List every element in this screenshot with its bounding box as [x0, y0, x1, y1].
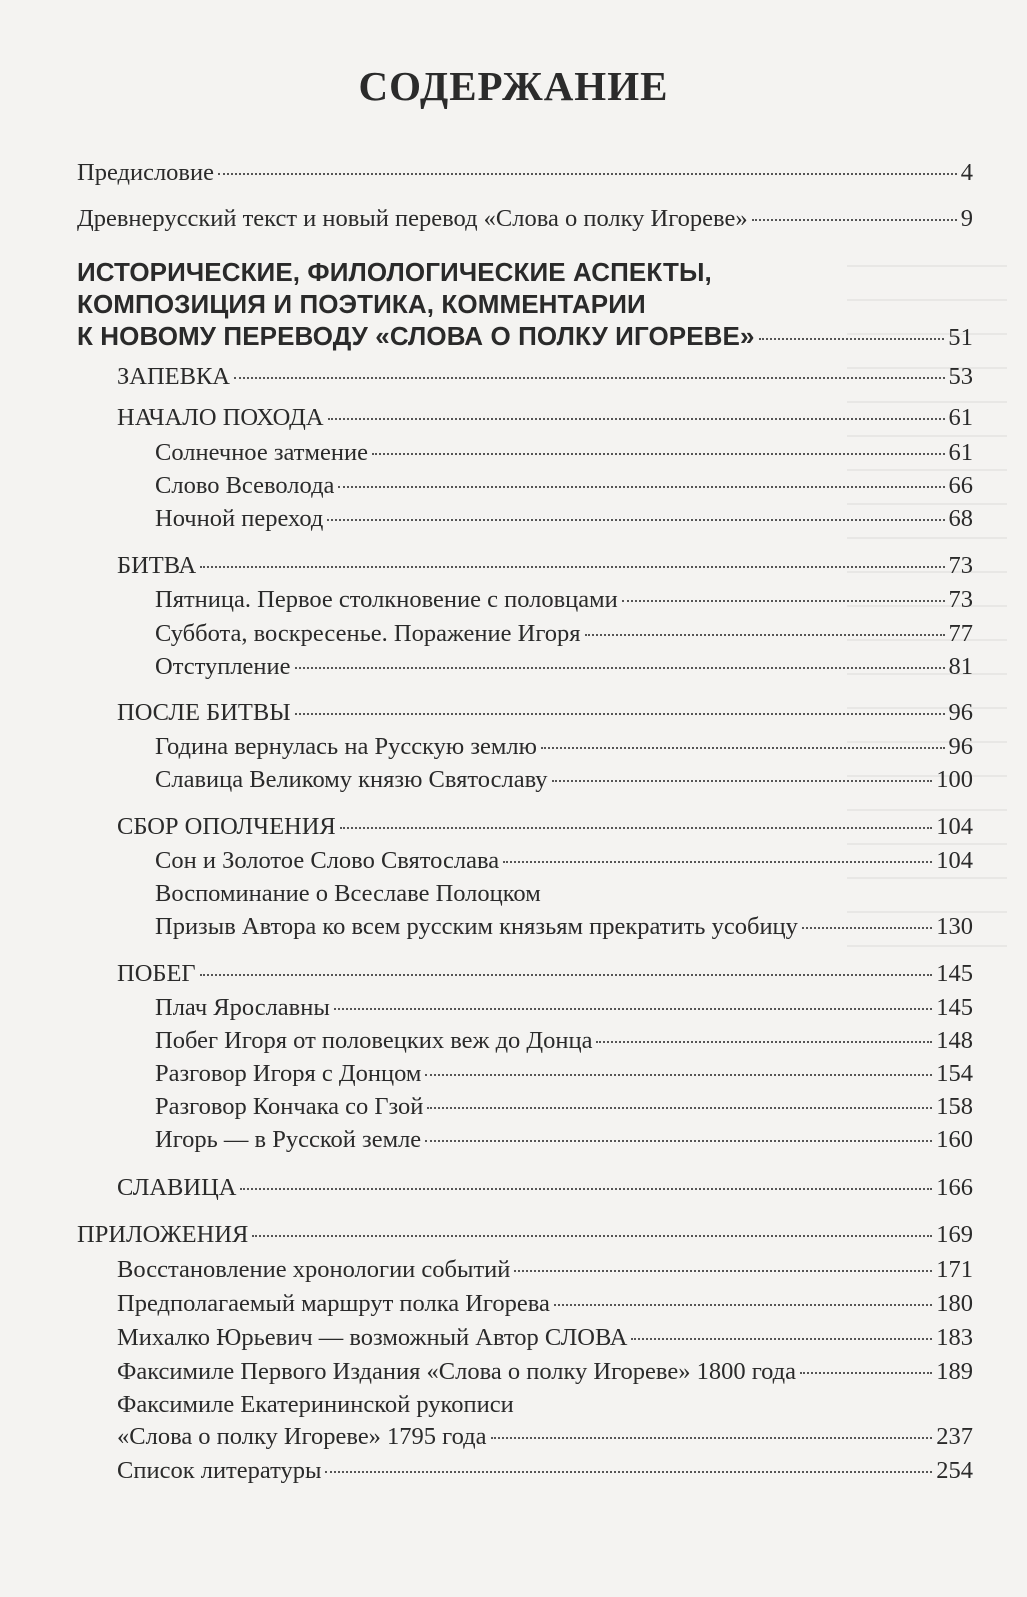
toc-entry-sub: [155, 1124, 973, 1156]
toc-entry-page: 73: [948, 552, 973, 579]
toc-entry-sub: [117, 1356, 973, 1388]
toc-entry-page: 96: [948, 699, 973, 726]
dot-leader: [240, 1188, 932, 1190]
toc-entry-title: Побег Игоря от половецких веж до Донца: [155, 1027, 593, 1054]
toc-entry-sub: [155, 503, 973, 535]
toc-entry-page: 254: [936, 1457, 973, 1484]
dot-leader: [295, 667, 945, 669]
toc-entry-sub: [155, 437, 973, 469]
dot-leader: [752, 219, 957, 221]
toc-entry-page: 53: [948, 363, 973, 390]
toc-entry-title: Восстановление хронологии событий: [117, 1256, 511, 1283]
toc-entry-title: Игорь — в Русской земле: [155, 1126, 422, 1153]
toc-entry-sub-no-page: Факсимиле Екатерининской рукописи: [117, 1391, 514, 1418]
toc-entry-title: К НОВОМУ ПЕРЕВОДУ «СЛОВА О ПОЛКУ ИГОРЕВЕ»: [77, 321, 755, 351]
dot-leader: [514, 1270, 932, 1272]
toc-entry-title: Разговор Игоря с Донцом: [155, 1060, 422, 1087]
toc-entry-sbor: [117, 811, 973, 843]
dot-leader: [491, 1437, 933, 1439]
toc-entry-page: 237: [936, 1423, 973, 1450]
toc-entry-page: 68: [948, 505, 973, 532]
page-title: СОДЕРЖАНИЕ: [358, 63, 669, 109]
toc-entry-page: 169: [936, 1221, 973, 1248]
toc-entry-title: СБОР ОПОЛЧЕНИЯ: [117, 813, 336, 840]
toc-entry-page: 189: [936, 1358, 973, 1385]
toc-entry-page: 145: [936, 960, 973, 987]
dot-leader: [425, 1140, 932, 1142]
dot-leader: [596, 1041, 932, 1043]
toc-entry-page: 166: [936, 1174, 973, 1201]
toc-entry-page: 51: [948, 324, 973, 351]
dot-leader: [218, 173, 957, 175]
toc-entry-title: ПОСЛЕ БИТВЫ: [117, 699, 291, 726]
toc-entry-prilozheniya: [77, 1219, 973, 1251]
toc-entry-sub: [155, 618, 973, 650]
dot-leader: [554, 1304, 932, 1306]
toc-entry-sub: [155, 845, 973, 877]
toc-entry-sub-no-page: Воспоминание о Всеславе Полоцком: [155, 880, 541, 907]
section-heading-line2: КОМПОЗИЦИЯ И ПОЭТИКА, КОММЕНТАРИИ: [77, 289, 646, 319]
toc-entry-sub: [155, 992, 973, 1024]
toc-entry-page: 160: [936, 1126, 973, 1153]
dot-leader: [425, 1074, 932, 1076]
toc-entry-sub: [117, 1421, 973, 1453]
toc-entry-title: Година вернулась на Русскую землю: [155, 733, 537, 760]
dot-leader: [200, 974, 933, 976]
toc-entry-sub: [117, 1455, 973, 1487]
dot-leader: [759, 338, 945, 340]
toc-entry-sub: [155, 764, 973, 796]
toc-entry-page: 66: [948, 472, 973, 499]
toc-entry-pobeg: [117, 958, 973, 990]
dot-leader: [802, 927, 932, 929]
toc-entry-title: Разговор Кончака со Гзой: [155, 1093, 424, 1120]
toc-entry-bitva: [117, 550, 973, 582]
toc-entry-title: Ночной переход: [155, 505, 324, 532]
toc-entry-page: 148: [936, 1027, 973, 1054]
toc-entry-title: Солнечное затмение: [155, 439, 368, 466]
dot-leader: [234, 377, 944, 379]
toc-entry-title: Пятница. Первое столкновение с половцами: [155, 586, 618, 613]
toc-entry-page: 130: [936, 913, 973, 940]
toc-entry-title: Отступление: [155, 653, 291, 680]
toc-entry-title: НАЧАЛО ПОХОДА: [117, 404, 324, 431]
toc-entry-page: 104: [936, 847, 973, 874]
toc-entry-page: 81: [948, 653, 973, 680]
dot-leader: [338, 486, 944, 488]
toc-entry-page: 4: [960, 159, 973, 186]
dot-leader: [541, 747, 945, 749]
toc-entry-title: Призыв Автора ко всем русским князьям прекратить усобицу: [155, 913, 798, 940]
toc-entry-title: Суббота, воскресенье. Поражение Игоря: [155, 620, 581, 647]
toc-entry-preface: [77, 157, 973, 189]
toc-entry-page: 158: [936, 1093, 973, 1120]
dot-leader: [552, 780, 933, 782]
section-heading-line1: ИСТОРИЧЕСКИЕ, ФИЛОЛОГИЧЕСКИЕ АСПЕКТЫ,: [77, 257, 712, 287]
toc-entry-page: 61: [948, 439, 973, 466]
dot-leader: [295, 713, 945, 715]
dot-leader: [334, 1008, 932, 1010]
toc-entry-page: 77: [948, 620, 973, 647]
toc-entry-title: БИТВА: [117, 552, 197, 579]
section-heading-line3: [77, 320, 973, 354]
toc-entry-slavica: [117, 1172, 973, 1204]
toc-entry-page: 154: [936, 1060, 973, 1087]
toc-entry-sub: [117, 1322, 973, 1354]
toc-entry-posle: [117, 697, 973, 729]
toc-entry-title: «Слова о полку Игореве» 1795 года: [117, 1423, 487, 1450]
toc-entry-title: ПРИЛОЖЕНИЯ: [77, 1221, 249, 1248]
dot-leader: [622, 600, 945, 602]
dot-leader: [372, 453, 945, 455]
toc-entry-title: Список литературы: [117, 1457, 322, 1484]
toc-entry-page: 104: [936, 813, 973, 840]
toc-entry-sub: [155, 1025, 973, 1057]
dot-leader: [328, 418, 945, 420]
toc-entry-title: Сон и Золотое Слово Святослава: [155, 847, 500, 874]
toc-entry-title: Предполагаемый маршрут полка Игорева: [117, 1290, 550, 1317]
toc-entry-sub: [155, 1058, 973, 1090]
toc-entry-title: ЗАПЕВКА: [117, 363, 231, 390]
dot-leader: [585, 634, 945, 636]
dot-leader: [340, 827, 932, 829]
dot-leader: [200, 566, 944, 568]
toc-entry-text-translation: [77, 203, 973, 235]
toc-entry-page: 100: [936, 766, 973, 793]
toc-entry-sub: [117, 1288, 973, 1320]
toc-entry-page: 183: [936, 1324, 973, 1351]
toc-entry-page: 9: [960, 205, 973, 232]
toc-entry-page: 61: [948, 404, 973, 431]
dot-leader: [327, 519, 944, 521]
toc-entry-title: Слово Всеволода: [155, 472, 335, 499]
toc-entry-sub: [155, 470, 973, 502]
toc-entry-title: Древнерусский текст и новый перевод «Слова о полку Игореве»: [77, 205, 748, 232]
toc-entry-sub: [155, 584, 973, 616]
dot-leader: [325, 1471, 932, 1473]
toc-entry-page: 171: [936, 1256, 973, 1283]
dot-leader: [800, 1372, 932, 1374]
toc-entry-title: Михалко Юрьевич — возможный Автор СЛОВА: [117, 1324, 628, 1351]
toc-entry-nachalo: [117, 402, 973, 434]
dot-leader: [631, 1338, 932, 1340]
dot-leader: [427, 1107, 932, 1109]
toc-entry-title: Предисловие: [77, 159, 214, 186]
toc-entry-title: Плач Ярославны: [155, 994, 330, 1021]
toc-entry-title: СЛАВИЦА: [117, 1174, 237, 1201]
toc-entry-zapevka: [117, 361, 973, 393]
toc-entry-sub: [155, 651, 973, 683]
toc-entry-sub: [117, 1254, 973, 1286]
toc-entry-page: 180: [936, 1290, 973, 1317]
toc-entry-title: Факсимиле Первого Издания «Слова о полку Игореве» 1800 года: [117, 1358, 797, 1385]
dot-leader: [252, 1235, 932, 1237]
dot-leader: [503, 861, 932, 863]
toc-entry-page: 145: [936, 994, 973, 1021]
toc-entry-sub: [155, 1091, 973, 1123]
toc-entry-sub: [155, 731, 973, 763]
toc-entry-title: ПОБЕГ: [117, 960, 196, 987]
toc-entry-page: 73: [948, 586, 973, 613]
toc-entry-page: 96: [948, 733, 973, 760]
toc-entry-title: Славица Великому князю Святославу: [155, 766, 548, 793]
toc-entry-sub: [155, 911, 973, 943]
